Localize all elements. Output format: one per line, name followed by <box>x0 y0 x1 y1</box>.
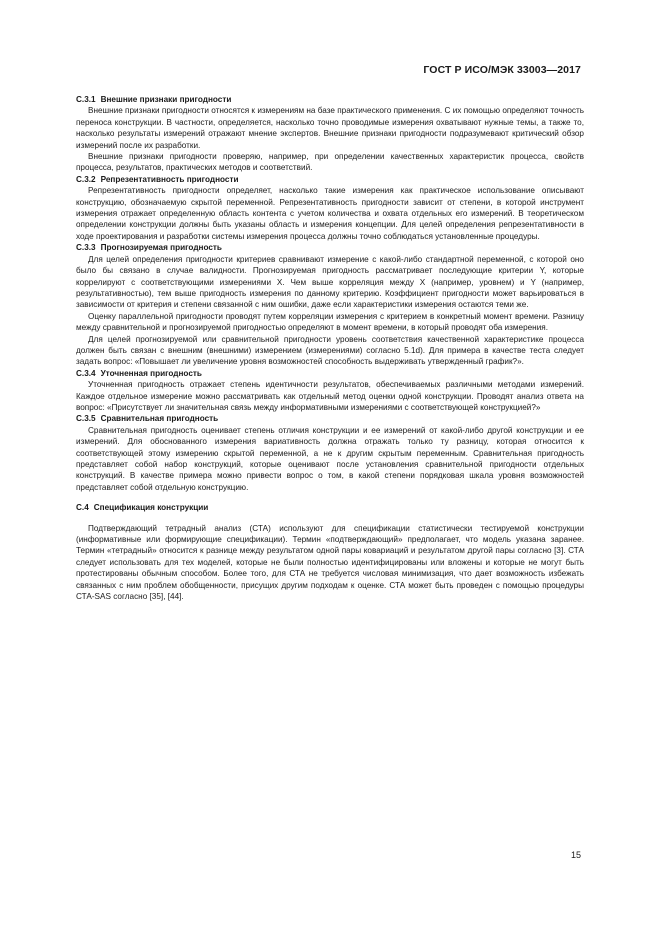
section-title: Прогнозируемая пригодность <box>100 243 222 253</box>
paragraph: Внешние признаки пригодности проверяю, например, при определении качественных характеристик процесса, свойств процесса, результатов, практических методов и соответствий. <box>76 152 584 173</box>
section-heading-c4 <box>76 502 584 513</box>
section-number: С.3.2 <box>76 174 96 184</box>
section-title: Спецификация конструкции <box>93 503 209 513</box>
section-title: Сравнительная пригодность <box>100 414 219 424</box>
section-heading-c32 <box>76 174 584 185</box>
section-number: С.3.4 <box>76 368 96 378</box>
paragraph: Уточненная пригодность отражает степень идентичности результатов, обеспечиваемых различными методами измерений. Каждое отдельное измерение можно рассматривать как отдельный метод оценки одной конструкции. Проводят анализ ответа на вопрос: «Присутствует ли значительная связь между информативными измерениями с соответствующей конструкцией?» <box>76 380 584 412</box>
paragraph: Для целей прогнозируемой или сравнительной пригодности уровень соответствия качественной характеристике процесса должен быть связан с внешним (внешними) измерением (измерениями) согласно 5.1d). Для примера в качестве теста следует задать вопрос: «Повышает ли увеличение уровня возможностей способность выдерживать утвержденный график?». <box>76 334 584 367</box>
section-title: Уточненная пригодность <box>100 368 202 378</box>
paragraph: Подтверждающий тетрадный анализ (СТА) используют для спецификации статистически тестируемой конструкции (информативные или формирующие спецификации). Термин «подтверждающий» предполагает, что модель указана заранее. Термин «тетрадный» относится к разнице между результатом одной пары ковариаций и результатом другой пары согласно [3]. СТА следует использовать для тех моделей, которые не были полностью идентифицированы или вложены и которые не могут быть протестированы обычным способом. Более того, для СТА не требуется числовая минимизация, что дает возможность избежать связанных с ним проблем обобщенности, присущих другим подходам к оценке. СТА может быть проведен с помощью процедуры СТА-SAS согласно [35], [44]. <box>76 523 584 602</box>
section-heading-c35 <box>76 413 584 424</box>
section-number: С.3.5 <box>76 414 96 424</box>
paragraph: Оценку параллельной пригодности проводят путем корреляции измерения с критерием в конкретный момент времени. Разницу между сравнительной и прогнозируемой пригодностью определяют в момент времени, в который проводят оба измерения. <box>76 311 584 333</box>
section-number: С.4 <box>76 503 89 513</box>
section-number: С.3.3 <box>76 243 96 253</box>
paragraph: Для целей определения пригодности критериев сравнивают измерение с какой-либо стандартной переменной, с которой оно было бы связано в случае валидности. Прогнозируемая пригодность рассматривает последующие критерии Y, которые коррелируют с соответствующими измерениями X. Чем выше корреляция между X (например, уровнем) и Y (например, результативностью), тем выше пригодность измерения по данному критерию. Коэффициент пригодности может варьироваться в зависимости от критерия и степени связанной с ним ошибки, даже если характеристики измерения остаются теми же. <box>76 254 584 310</box>
section-heading-c33 <box>76 242 584 253</box>
page-number: 15 <box>570 850 581 860</box>
section-spacer <box>76 493 584 502</box>
section-title: Репрезентативность пригодности <box>100 174 239 184</box>
section-heading-c34 <box>76 368 584 379</box>
paragraph: Внешние признаки пригодности относятся к измерениям на базе практического применения. С их помощью определяют точность переноса конструкции. В частности, определяется, насколько точно проводимые измерения охватывают нужные темы, а также то, насколько результаты измерений отражают мнение экспертов. Внешние признаки пригодности подразумевают критический обзор измерений после их разработки. <box>76 106 584 150</box>
paragraph: Сравнительная пригодность оценивает степень отличия конструкции и ее измерений от какой-либо другой конструкции и ее измерений. Для обоснованного измерения вариативность должна отражать только ту разницу, которая относится к соответствующей этому измерению скрытой переменной, а не к другим скрытым переменным. Сравнительная пригодность представляет собой набор конструкций, которые оценивают после установления сравнительной пригодности отдельных конструкций. В качестве примера можно привести вопрос о том, в какой степени порядковая шкала уровня возможностей представляет собой отдельную конструкцию. <box>76 425 584 492</box>
paragraph: Репрезентативность пригодности определяет, насколько такие измерения как практическое использование описывают конструкцию, обозначаемую скрытой переменной. Репрезентативность пригодности зависит от степени, в которой инструмент измерения отражает определенную область контента с учетом количества и охвата отдельных его измерений. В теоретическом определении конструкции должны быть указаны область и измерения концепции. Для целей определения репрезентативности в ходе проектирования и разработки системы измерения процесса должны точно соблюдаться установленные процедуры. <box>76 186 584 241</box>
document-id-header: ГОСТ Р ИСО/МЭК 33003—2017 <box>423 64 581 76</box>
section-title: Внешние признаки пригодности <box>100 95 232 104</box>
document-body <box>76 94 584 602</box>
section-number: С.3.1 <box>76 95 96 104</box>
section-spacer <box>76 514 584 523</box>
section-heading-c31 <box>76 94 584 105</box>
